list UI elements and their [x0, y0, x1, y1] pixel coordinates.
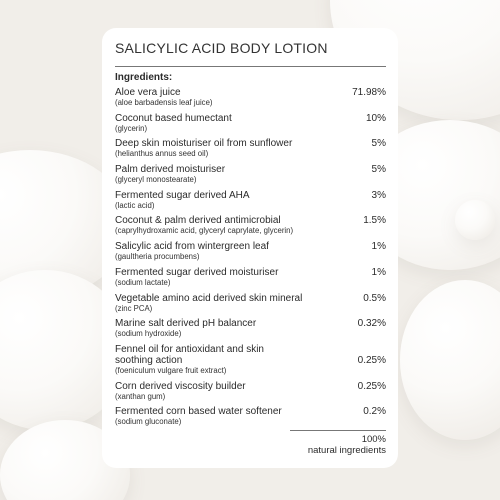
- ingredient-name: Corn derived viscosity builder: [115, 380, 246, 392]
- ingredient-percent: 10%: [365, 112, 386, 124]
- ingredient-row: [115, 113, 386, 134]
- ingredient-row: [115, 87, 386, 108]
- ingredient-inci: (sodium gluconate): [115, 417, 182, 427]
- ingredient-row: [115, 344, 386, 376]
- ingredient-percent: 1%: [371, 266, 386, 278]
- product-title: SALICYLIC ACID BODY LOTION: [115, 40, 328, 56]
- total-percent: 100%: [361, 434, 386, 445]
- ingredient-row: [115, 381, 386, 402]
- ingredient-row: [115, 267, 386, 288]
- ingredient-name: Fermented sugar derived AHA: [115, 189, 250, 201]
- ingredient-inci: (foeniculum vulgare fruit extract): [115, 365, 227, 375]
- ingredient-name: Vegetable amino acid derived skin mineral: [115, 292, 303, 304]
- ingredient-inci: (gaultheria procumbens): [115, 252, 200, 262]
- ingredient-percent: 1.5%: [363, 215, 386, 227]
- lotion-drop-right-lower: [400, 280, 500, 440]
- ingredient-inci: (sodium hydroxide): [115, 329, 182, 339]
- ingredient-row: [115, 241, 386, 262]
- title-divider: [115, 66, 386, 67]
- total-label: natural ingredients: [307, 445, 386, 456]
- ingredient-percent: 0.2%: [363, 406, 386, 418]
- ingredients-heading: Ingredients:: [115, 72, 173, 83]
- ingredient-row: [115, 318, 386, 339]
- ingredient-inci: (lactic acid): [115, 200, 155, 210]
- ingredient-inci: (xanthan gum): [115, 391, 166, 401]
- ingredient-percent: 3%: [371, 189, 386, 201]
- ingredient-percent: 5%: [371, 138, 386, 150]
- ingredients-card: [102, 28, 398, 468]
- ingredient-inci: (caprylhydroxamic acid, glyceryl caprylate, glycerin): [115, 226, 294, 236]
- ingredient-percent: 0.25%: [357, 380, 386, 392]
- ingredient-name: Coconut & palm derived antimicrobial: [115, 215, 281, 227]
- ingredient-percent: 0.25%: [357, 354, 386, 366]
- ingredient-name: Fennel oil for antioxidant and skin soothing action: [115, 343, 264, 366]
- ingredient-row: [115, 406, 386, 427]
- ingredient-inci: (helianthus annus seed oil): [115, 149, 209, 159]
- total-divider: [290, 430, 386, 431]
- ingredient-percent: 0.32%: [357, 318, 386, 330]
- ingredient-row: [115, 190, 386, 211]
- ingredient-inci: (zinc PCA): [115, 303, 153, 313]
- ingredient-list: [115, 87, 386, 427]
- ingredient-name: Fermented sugar derived moisturiser: [115, 266, 279, 278]
- ingredient-inci: (sodium lactate): [115, 277, 171, 287]
- ingredient-name: Deep skin moisturiser oil from sunflower: [115, 138, 293, 150]
- ingredient-inci: (glyceryl monostearate): [115, 175, 197, 185]
- ingredient-percent: 1%: [371, 241, 386, 253]
- ingredient-name: Palm derived moisturiser: [115, 164, 226, 176]
- ingredient-percent: 0.5%: [363, 292, 386, 304]
- lotion-drop-small-right: [455, 200, 495, 240]
- ingredient-row: [115, 138, 386, 159]
- ingredient-row: [115, 293, 386, 314]
- ingredient-percent: 5%: [371, 164, 386, 176]
- ingredient-name: Marine salt derived pH balancer: [115, 318, 257, 330]
- ingredient-row: [115, 215, 386, 236]
- total-summary: [290, 430, 386, 456]
- ingredient-inci: (glycerin): [115, 123, 148, 133]
- ingredient-percent: 71.98%: [352, 87, 386, 98]
- ingredient-name: Fermented corn based water softener: [115, 406, 282, 418]
- ingredient-row: [115, 164, 386, 185]
- ingredient-name: Coconut based humectant: [115, 112, 232, 124]
- ingredient-name: Salicylic acid from wintergreen leaf: [115, 241, 269, 253]
- ingredient-name: Aloe vera juice: [115, 87, 181, 98]
- ingredient-inci: (aloe barbadensis leaf juice): [115, 98, 213, 107]
